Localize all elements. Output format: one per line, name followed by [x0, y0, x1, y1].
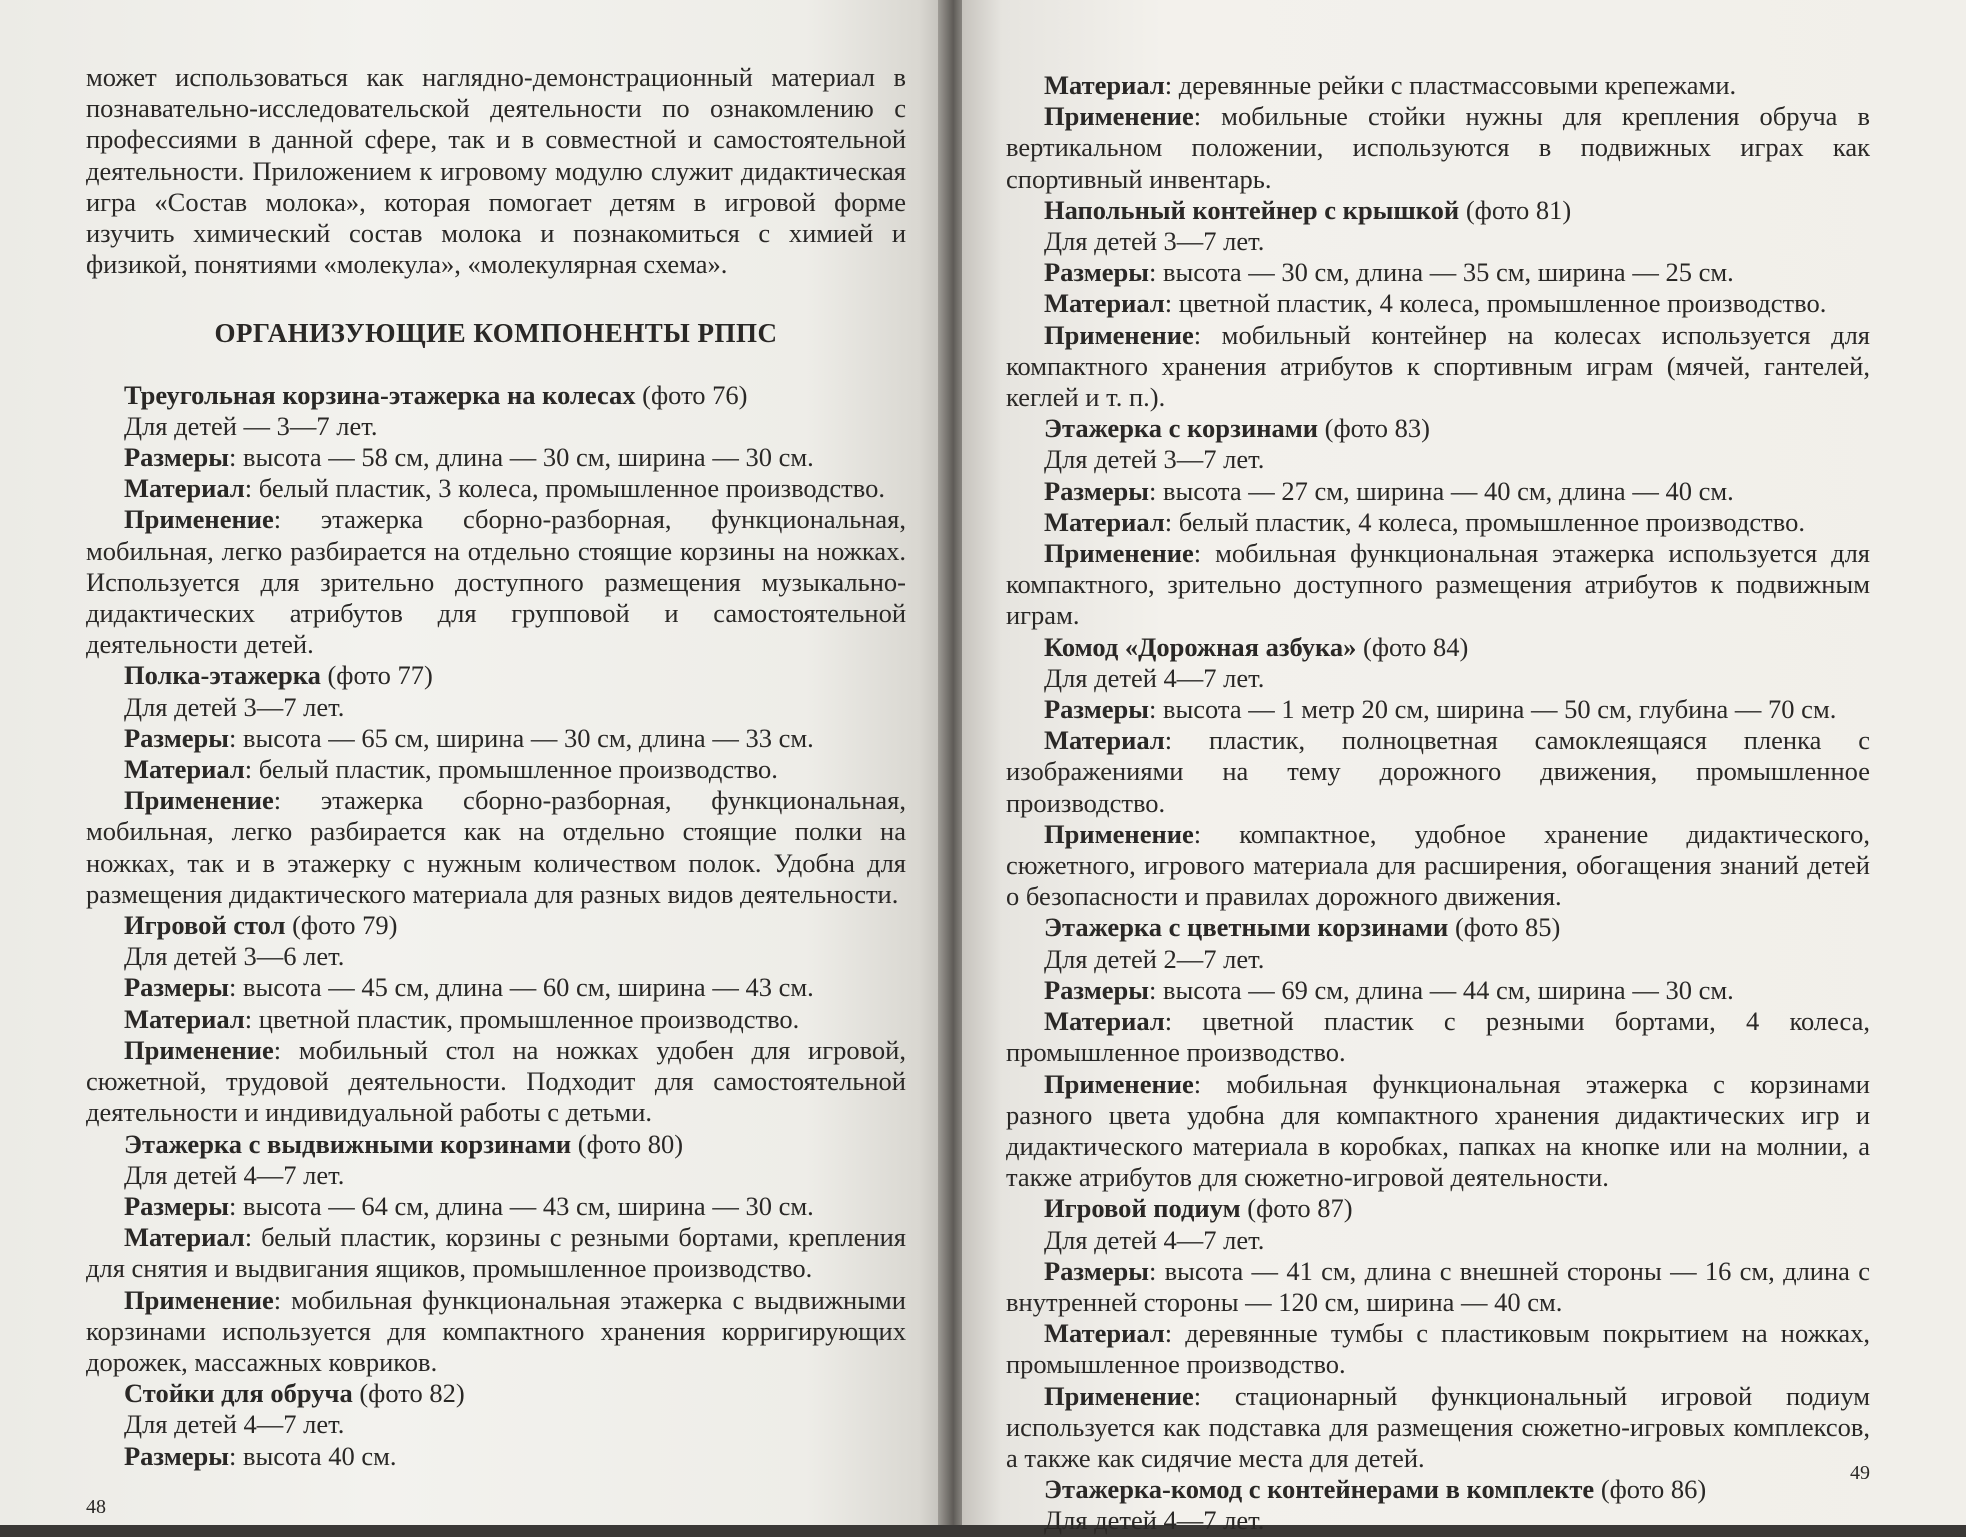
item-age: Для детей 4—7 лет.	[1044, 662, 1265, 693]
intro-paragraph: может использоваться как наглядно-демонстрационный материал в познавательно-исследовательской деятельности по ознакомлению с профессиями в данной сфере, так и в совместной и самостоятельной деятельности. Приложением к игровому модулю служит дидактическая игра «Состав молока», которая помогает детям в игровой форме изучить химический состав молока и познакомиться с химией и физикой, понятиями «молекула», «молекулярная схема».	[86, 62, 906, 280]
item-age: Для детей 3—7 лет.	[1044, 226, 1265, 257]
item-size: Размеры: высота — 65 см, ширина — 30 см, длина — 33 см.	[124, 722, 814, 753]
item-age: Для детей 4—7 лет.	[1044, 1224, 1265, 1255]
item-material: Материал: цветной пластик, 4 колеса, промышленное производство.	[1044, 288, 1827, 319]
item-title: Этажерка с выдвижными корзинами (фото 80)	[124, 1128, 684, 1159]
item-size: Размеры: высота — 69 см, длина — 44 см, ширина — 30 см.	[1044, 974, 1734, 1005]
item-title: Этажерка с корзинами (фото 83)	[1044, 413, 1430, 444]
item-title: Этажерка с цветными корзинами (фото 85)	[1044, 912, 1561, 943]
item-title: Напольный контейнер с крышкой (фото 81)	[1044, 194, 1572, 225]
item-material: Материал: цветной пластик с резными бортами, 4 колеса, промышленное производство.	[1006, 1006, 1870, 1068]
item-size: Размеры: высота — 41 см, длина с внешней стороны — 16 см, длина с внутренней стороны — 120 см, ширина — 40 см.	[1006, 1255, 1870, 1317]
item-age: Для детей 4—7 лет.	[124, 1159, 345, 1190]
item-age: Для детей 3—6 лет.	[124, 941, 345, 972]
item-use: Применение: этажерка сборно-разборная, функциональная, мобильная, легко разбирается на отдельно стоящие корзины на ножках. Используется для зрительно доступного размещения музыкально-дидактических атрибутов для групповой и самостоятельной деятельности детей.	[86, 504, 906, 660]
item-size: Размеры: высота — 58 см, длина — 30 см, ширина — 30 см.	[124, 442, 814, 473]
item-size: Размеры: высота — 1 метр 20 см, ширина — 50 см, глубина — 70 см.	[1044, 694, 1837, 725]
item-age: Для детей 4—7 лет.	[124, 1409, 345, 1440]
page-number-right: 49	[1850, 1462, 1870, 1484]
item-age: Для детей — 3—7 лет.	[124, 410, 378, 441]
item-use: Применение: стационарный функциональный игровой подиум используется как подставка для размещения сюжетно-игровых комплексов, а также как сидячие места для детей.	[1006, 1380, 1870, 1473]
item-size: Размеры: высота — 27 см, ширина — 40 см, длина — 40 см.	[1044, 475, 1734, 506]
item-material: Материал: белый пластик, корзины с резными бортами, крепления для снятия и выдвигания ящиков, промышленное производство.	[86, 1222, 906, 1284]
item-material: Материал: белый пластик, промышленное производство.	[124, 754, 778, 785]
item-age: Для детей 2—7 лет.	[1044, 943, 1265, 974]
item-use: Применение: мобильные стойки нужны для крепления обруча в вертикальном положении, используются в подвижных играх как спортивный инвентарь.	[1006, 101, 1870, 194]
right-page	[962, 0, 1966, 1536]
item-material: Материал: белый пластик, 4 колеса, промышленное производство.	[1044, 506, 1805, 537]
item-material: Материал: пластик, полноцветная самоклеящаяся пленка с изображениями на тему дорожного движения, промышленное производство.	[1006, 725, 1870, 818]
item-use: Применение: мобильная функциональная этажерка с выдвижными корзинами используется для компактного хранения корригирующих дорожек, массажных ковриков.	[86, 1284, 906, 1377]
item-title: Стойки для обруча (фото 82)	[124, 1378, 465, 1409]
item-use: Применение: мобильная функциональная этажерка используется для компактного, зрительно доступного размещения атрибутов к подвижным играм.	[1006, 538, 1870, 631]
item-use: Применение: мобильный контейнер на колесах используется для компактного хранения атрибутов к спортивным играм (мячей, гантелей, кеглей и т. п.).	[1006, 319, 1870, 413]
item-size: Размеры: высота — 45 см, длина — 60 см, ширина — 43 см.	[124, 972, 814, 1003]
item-material: Материал: деревянные рейки с пластмассовыми крепежами.	[1044, 70, 1737, 100]
item-use: Применение: компактное, удобное хранение дидактического, сюжетного, игрового материала для расширения, обогащения знаний детей о безопасности и правилах дорожного движения.	[1006, 818, 1870, 912]
item-size: Размеры: высота — 30 см, длина — 35 см, ширина — 25 см.	[1044, 257, 1734, 288]
item-use: Применение: этажерка сборно-разборная, функциональная, мобильная, легко разбирается как на отдельно стоящие полки на ножках, так и в этажерку с нужным количеством полок. Удобна для размещения дидактического материала для разных видов деятельности.	[86, 785, 906, 909]
item-use: Применение: мобильный стол на ножках удобен для игровой, сюжетной, трудовой деятельности. Подходит для самостоятельной деятельности и индивидуальной работы с детьми.	[86, 1034, 906, 1128]
page-number-left: 48	[86, 1496, 106, 1518]
item-age: Для детей 3—7 лет.	[124, 691, 345, 722]
item-title: Игровой подиум (фото 87)	[1044, 1193, 1353, 1224]
item-size: Размеры: высота 40 см.	[124, 1440, 397, 1471]
item-age: Для детей 4—7 лет.	[1044, 1505, 1265, 1536]
item-material: Материал: белый пластик, 3 колеса, промышленное производство.	[124, 473, 885, 504]
item-age: Для детей 3—7 лет.	[1044, 444, 1265, 475]
item-size: Размеры: высота — 64 см, длина — 43 см, ширина — 30 см.	[124, 1190, 814, 1221]
item-title: Этажерка-комод с контейнерами в комплекте (фото 86)	[1044, 1474, 1707, 1505]
item-material: Материал: деревянные тумбы с пластиковым покрытием на ножках, промышленное производство.	[1006, 1318, 1870, 1380]
item-title: Треугольная корзина-этажерка на колесах (фото 76)	[124, 379, 748, 410]
item-use: Применение: мобильная функциональная этажерка с корзинами разного цвета удобна для компактного хранения дидактических игр и дидактического материала в коробках, папках на кнопке или на молнии, а также атрибутов для сюжетно-игровой деятельности.	[1006, 1068, 1870, 1193]
item-title: Комод «Дорожная азбука» (фото 84)	[1044, 631, 1469, 662]
left-page	[0, 0, 948, 1525]
item-title: Полка-этажерка (фото 77)	[124, 660, 433, 691]
section-title: ОРГАНИЗУЮЩИЕ КОМПОНЕНТЫ РППС	[214, 318, 778, 349]
item-material: Материал: цветной пластик, промышленное производство.	[124, 1003, 800, 1034]
item-title: Игровой стол (фото 79)	[124, 910, 398, 941]
